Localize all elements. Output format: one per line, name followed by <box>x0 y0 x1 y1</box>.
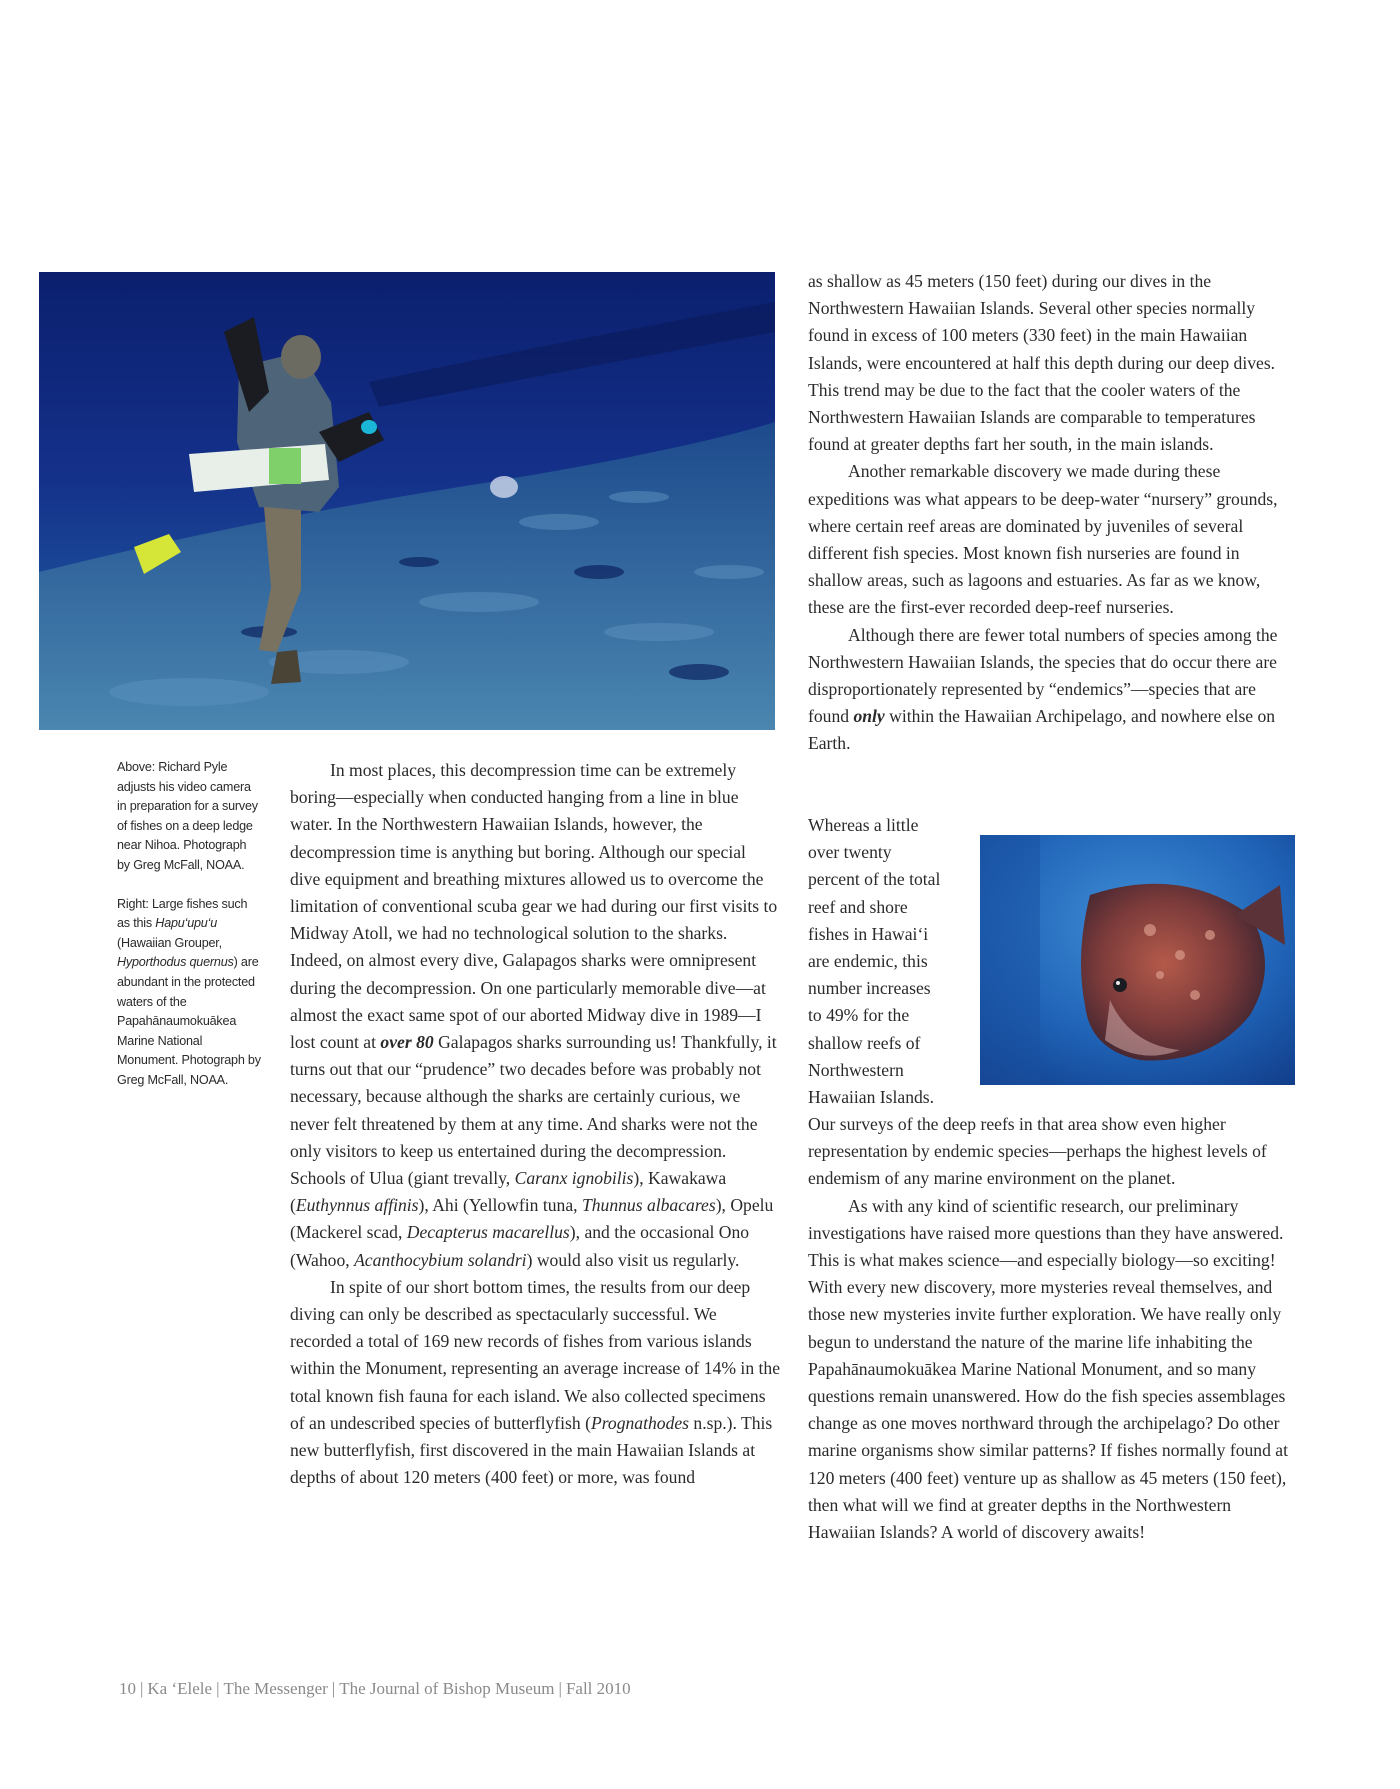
body-paragraph: Another remarkable discovery we made during these expeditions was what appears to be deep-water “nursery” grounds, where certain reef areas are dominated by juveniles of several different fish species. Most known fish nurseries are found in shallow areas, such as lagoons and estuaries. As far as we know, these are the first-ever recorded deep-reef nurseries. <box>808 461 1278 618</box>
body-paragraph: as shallow as 45 meters (150 feet) during our dives in the Northwestern Hawaiian Islands. Several other species normally found in excess of 100 meters (330 feet) in the main Hawaiian Islands, were encountered at half this depth during our deep dives. This trend may be due to the fact that the cooler waters of the Northwestern Hawaiian Islands are comparable to temperatures found at greater depths fart her south, in the main islands. <box>808 271 1276 455</box>
footer-separator: | <box>558 1679 562 1698</box>
page-number: 10 <box>119 1679 136 1698</box>
article-column-right-top <box>808 268 1296 758</box>
wrap-line: Whereas a little <box>808 815 919 835</box>
diver-photo-image <box>39 272 775 730</box>
article-column-middle <box>290 757 780 1491</box>
body-paragraph: Our surveys of the deep reefs in that area show even higher representation by endemic species—perhaps the highest levels of endemism of any marine environment on the planet. <box>808 1114 1267 1189</box>
wrap-line: to 49% for the <box>808 1005 910 1026</box>
footer-separator: | <box>140 1679 144 1698</box>
body-paragraph: As with any kind of scientific research, our preliminary investigations have raised more questions than they have answered. This is what makes science—and especially biology—so exciting! With every new discovery, more mysteries reveal themselves, and those new mysteries invite further exploration. We have really only begun to understand the nature of the marine life inhabiting the Papahānaumokuākea Marine National Monument, and so many questions remain unanswered. How do the fish species assemblages change as one moves northward through the archipelago? Do other marine organisms show similar patterns? If fishes normally found at 120 meters (400 feet) venture up as shallow as 45 meters (150 feet), then what will we find at greater depths in the Northwestern Hawaiian Islands? A world of discovery awaits! <box>808 1195 1288 1543</box>
caption-above: Above: Richard Pyle adjusts his video camera in preparation for a survey of fishes on a deep ledge near Nihoa. Photograph by Greg McFall, NOAA. <box>117 760 258 872</box>
grouper-photo <box>980 835 1295 1085</box>
issue-date: Fall 2010 <box>565 1679 631 1698</box>
article-column-right-wrap <box>808 812 968 1111</box>
diver-photo <box>39 272 775 730</box>
wrap-line: over twenty <box>808 842 892 863</box>
article-column-right-bottom <box>808 1111 1296 1546</box>
body-paragraph: In spite of our short bottom times, the results from our deep diving can only be described as spectacularly successful. We recorded a total of 169 new records of fishes from various islands within the Monument, representing an average increase of 14% in the total known fish fauna for each island. We also collected specimens of an undescribed species of butterflyfish (Prognathodes n.sp.). This new butterflyfish, first discovered in the main Hawaiian Islands at depths of about 120 meters (400 feet) or more, was found <box>290 1276 781 1488</box>
page-footer <box>119 1679 631 1699</box>
journal-name: The Journal of Bishop Museum <box>339 1679 555 1698</box>
caption-right: Right: Large fishes such as this Hapu‘upu‘u (Hawaiian Grouper, Hyporthodus quernus) are abundant in the protected waters of the Papahānaumokuākea Marine National Monument. Photograph by Greg McFall, NOAA. <box>117 896 261 1087</box>
footer-separator: | <box>331 1679 336 1698</box>
magazine-subtitle: The Messenger <box>223 1679 328 1698</box>
wrap-line: number increases <box>808 978 931 999</box>
wrap-line: are endemic, this <box>808 951 928 972</box>
magazine-name: Ka ‘Elele <box>147 1679 213 1698</box>
grouper-photo-image <box>980 835 1295 1085</box>
footer-separator: | <box>216 1679 220 1698</box>
wrap-line: shallow reefs of <box>808 1032 921 1053</box>
wrap-line: fishes in Hawai‘i <box>808 923 929 944</box>
wrap-line: Hawaiian Islands. <box>808 1087 935 1108</box>
wrap-line: percent of the total <box>808 869 941 890</box>
photo-captions <box>117 758 262 1091</box>
wrap-line: Northwestern <box>808 1059 904 1080</box>
body-paragraph: In most places, this decompression time can be extremely boring—especially when conducted hanging from a line in blue water. In the Northwestern Hawaiian Islands, however, the decompression time is anything but boring. Although our special dive equipment and breathing mixtures allowed us to overcome the limitation of conventional scuba gear we had during our first visits to Midway Atoll, we had no technological solution to the sharks. Indeed, on almost every dive, Galapagos sharks were omnipresent during the decompression. On one particularly memorable dive—at almost the exact same spot of our aborted Midway dive in 1989—I lost count at over 80 Galapagos sharks surrounding us! Thankfully, it turns out that our “prudence” two decades before was probably not necessary, because although the sharks are certainly curious, we never felt threatened by them at any time. And sharks were not the only visitors to keep us entertained during the decompression. Schools of Ulua (giant trevally, Caranx ignobilis), Kawakawa (Euthynnus affinis), Ahi (Yellowfin tuna, Thunnus albacares), Opelu (Mackerel scad, Decapterus macarellus), and the occasional Ono (Wahoo, Acanthocybium solandri) would also visit us regularly. <box>290 760 778 1270</box>
wrap-line: reef and shore <box>808 896 908 917</box>
body-paragraph: Although there are fewer total numbers of species among the Northwestern Hawaiian Islands, the species that do occur there are disproportionately represented by “endemics”—species that are found only within the Hawaiian Archipelago, and nowhere else on Earth. <box>808 624 1278 754</box>
